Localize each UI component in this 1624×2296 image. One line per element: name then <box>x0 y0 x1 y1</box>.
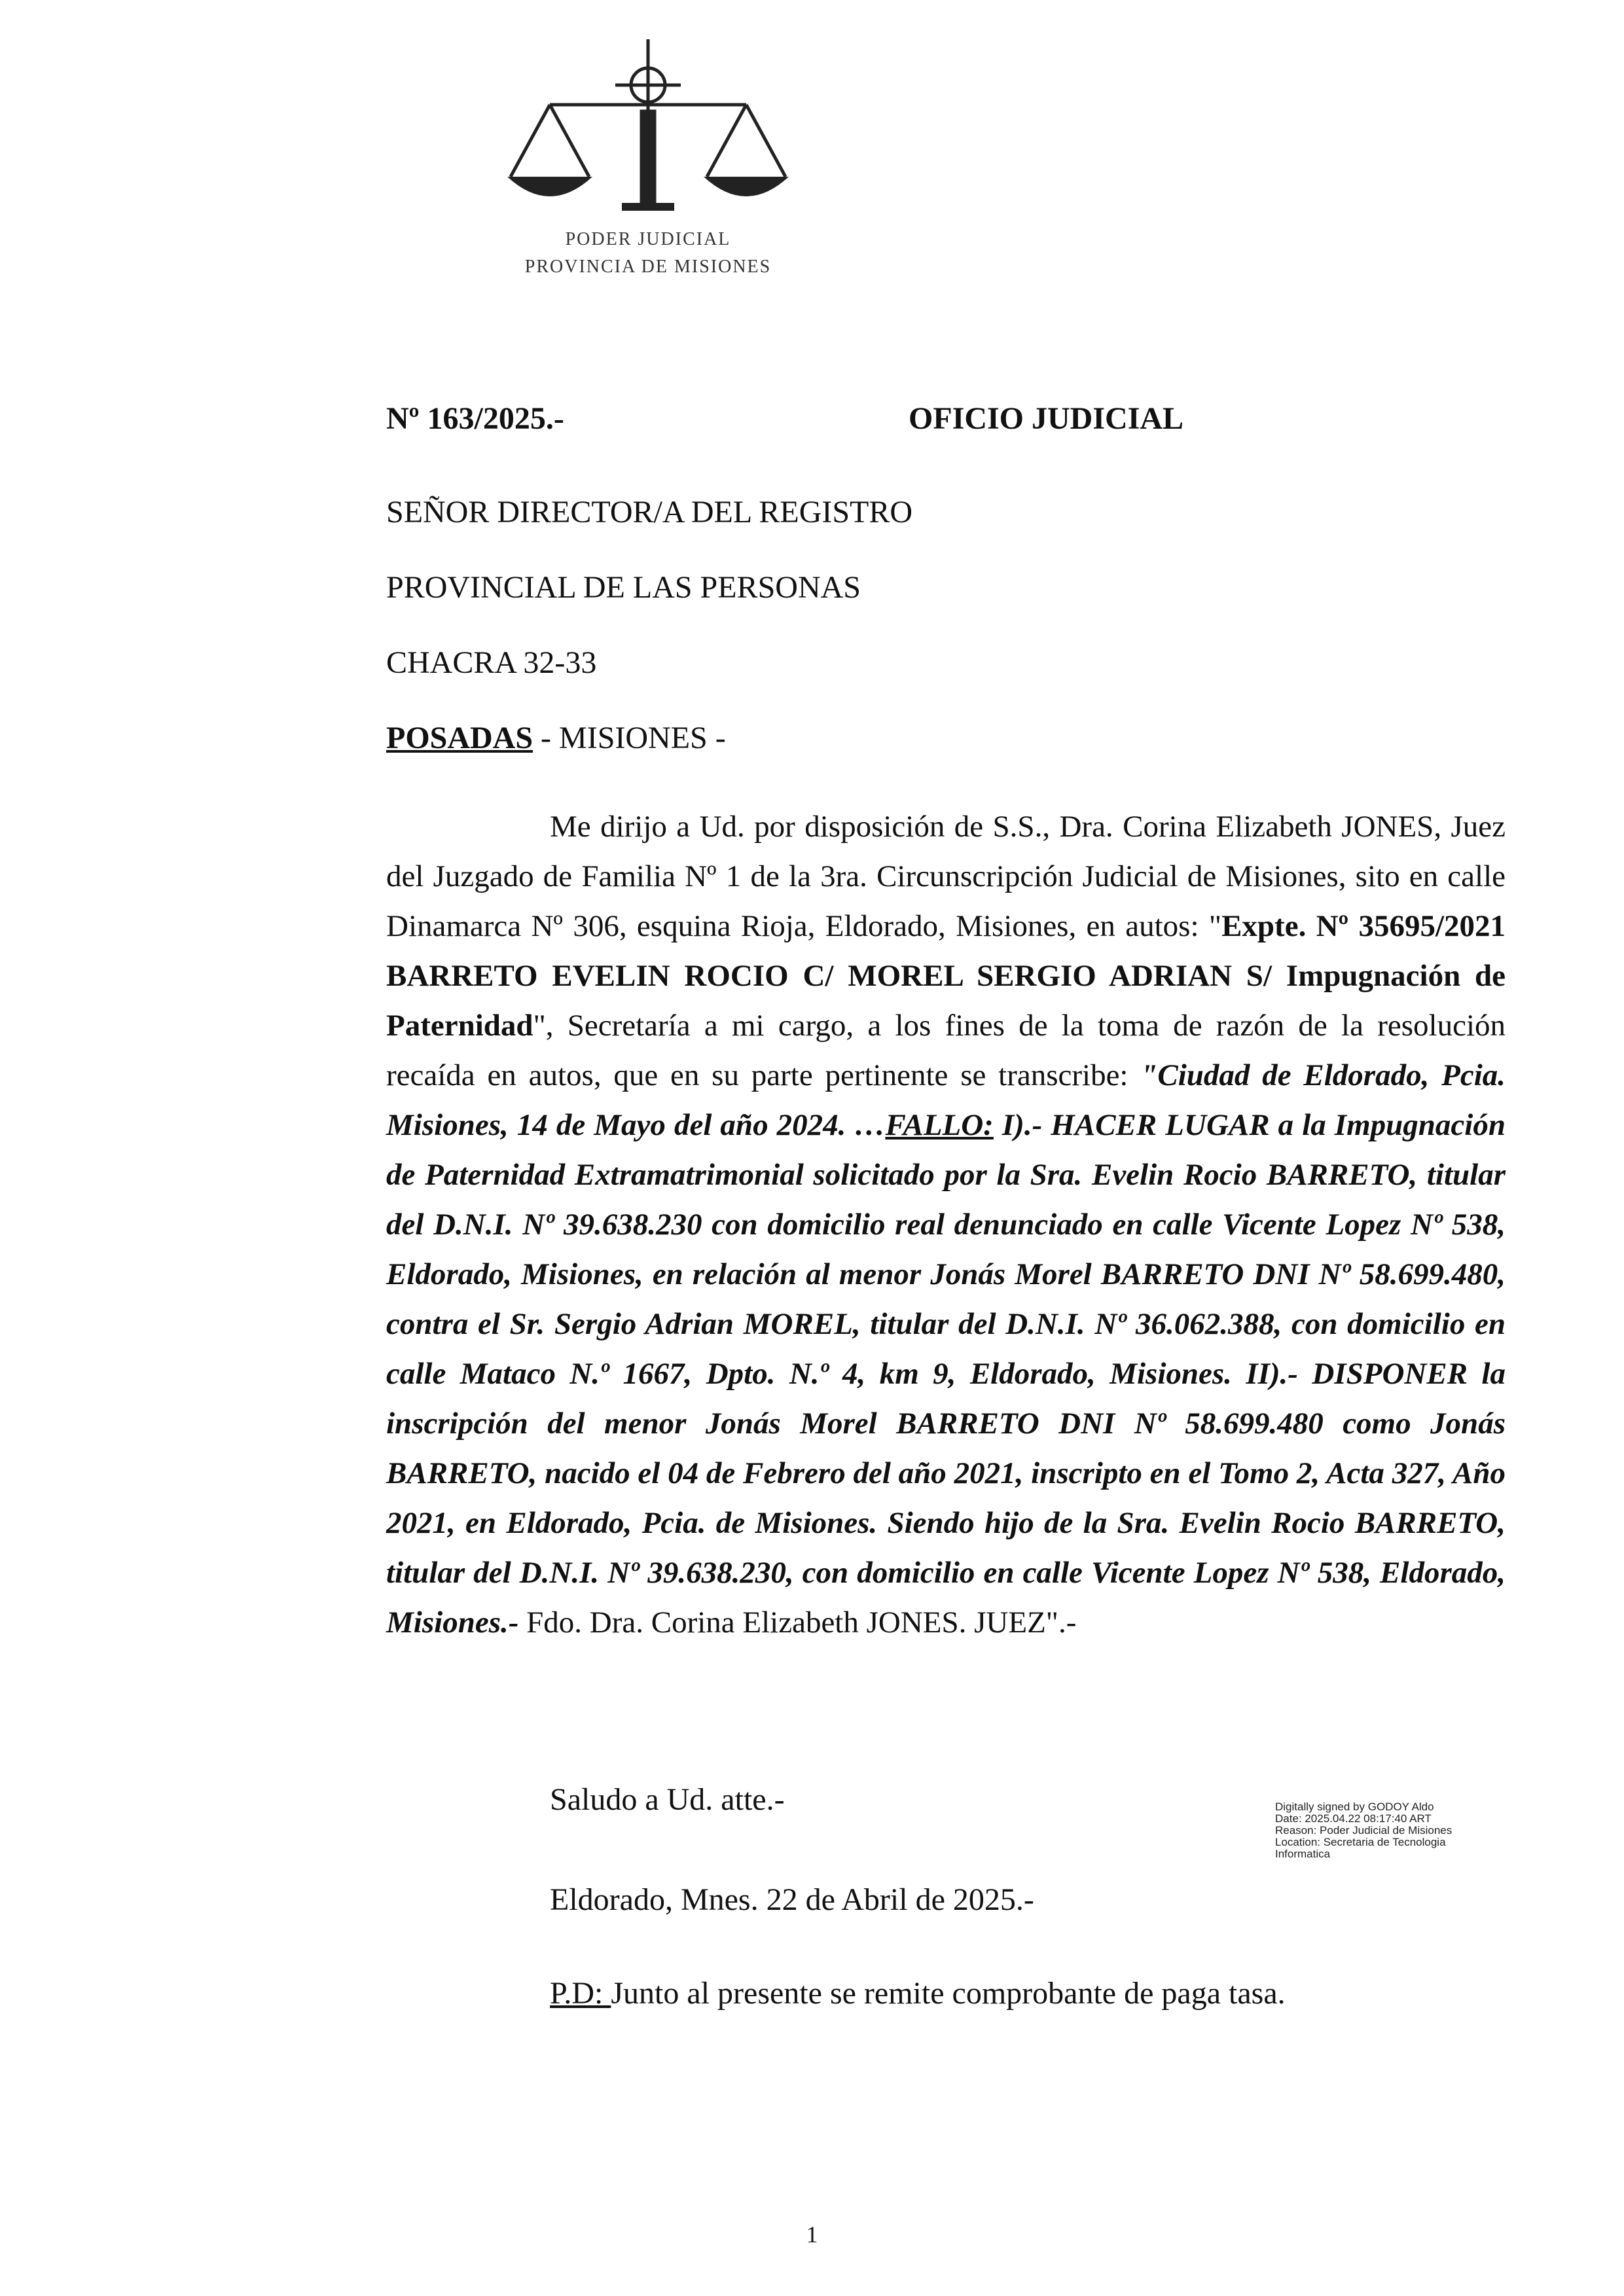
page-number: 1 <box>806 2221 818 2248</box>
recipient-province: - MISIONES - <box>533 721 726 755</box>
court-logo <box>504 39 792 288</box>
dsig-line-1: Digitally signed by GODOY Aldo <box>1275 1801 1434 1813</box>
dsig-line-2: Date: 2025.04.22 08:17:40 ART <box>1275 1812 1432 1825</box>
logo-line-1: PODER JUDICIAL <box>565 229 731 249</box>
recipient-line-2: PROVINCIAL DE LAS PERSONAS <box>386 570 861 605</box>
recipient-city-line <box>386 720 726 756</box>
body-middle: ", Secretaría a mi cargo, a los fines de la toma de razón de la resolución recaída en autos, que en su parte pertinente se transcribe: <box>386 1009 1506 1092</box>
scales-of-justice-icon <box>504 39 792 236</box>
greeting: Saludo a Ud. atte.- <box>550 1782 785 1817</box>
postscript <box>550 1975 1286 2011</box>
quote-rest: I).- HACER LUGAR a la Impugnación de Paternidad Extramatrimonial solicitado por la Sra. Evelin Rocio BARRETO, titular del D.N.I. Nº 39.638.230 con domicilio real denunciado en calle Vicente Lopez Nº 538, Eldorado, Misiones, en relación al menor Jonás Morel BARRETO DNI Nº 58.699.480, contra el Sr. Sergio Adrian MOREL, titular del D.N.I. Nº 36.062.388, con domicilio en calle Mataco N.º 1667, Dpto. N.º 4, km 9, Eldorado, Misiones. II).- DISPONER la inscripción del menor Jonás Morel BARRETO DNI Nº 58.699.480 como Jonás BARRETO, nacido el 04 de Febrero del año 2021, inscripto en el Tomo 2, Acta 327, Año 2021, en Eldorado, Pcia. de Misiones. Siendo hijo de la Sra. Evelin Rocio BARRETO, titular del D.N.I. Nº 39.638.230, con domicilio en calle Vicente Lopez Nº 538, Eldorado, Misiones.- <box>386 1108 1506 1640</box>
postscript-label: P.D: <box>550 1976 611 2011</box>
case-title: Expte. Nº 35695/2021 BARRETO EVELIN ROCIO C/ MOREL SERGIO ADRIAN S/ Impugnación de Paternidad <box>386 909 1506 1043</box>
body-closing: Fdo. Dra. Corina Elizabeth JONES. JUEZ".- <box>518 1605 1077 1640</box>
dsig-line-5: Informatica <box>1275 1848 1331 1860</box>
recipient-city: POSADAS <box>386 721 533 755</box>
document-title: OFICIO JUDICIAL <box>909 401 1184 436</box>
place-date: Eldorado, Mnes. 22 de Abril de 2025.- <box>550 1882 1034 1917</box>
recipient-line-1: SEÑOR DIRECTOR/A DEL REGISTRO <box>386 495 913 529</box>
digital-signature <box>1275 1801 1452 1860</box>
postscript-text: Junto al presente se remite comprobante de paga tasa. <box>611 1976 1286 2011</box>
quote-start: "Ciudad de Eldorado, Pcia. Misiones, 14 de Mayo del año 2024. … <box>386 1058 1506 1142</box>
dsig-line-3: Reason: Poder Judicial de Misiones <box>1275 1824 1453 1837</box>
logo-line-2: PROVINCIA DE MISIONES <box>524 257 772 277</box>
fallo-label: FALLO: <box>885 1108 994 1142</box>
recipient-line-3: CHACRA 32-33 <box>386 645 597 680</box>
document-number: Nº 163/2025.- <box>386 401 564 436</box>
dsig-line-4: Location: Secretaria de Tecnologia <box>1275 1836 1446 1848</box>
body-paragraph <box>386 802 1506 1647</box>
body-intro: Me dirijo a Ud. por disposición de S.S., Dra. Corina Elizabeth JONES, Juez del Juzgado de Familia Nº 1 de la 3ra. Circunscripción Judicial de Misiones, sito en calle Dinamarca Nº 306, esquina Rioja, Eldorado, Misiones, en autos: " <box>386 810 1506 943</box>
